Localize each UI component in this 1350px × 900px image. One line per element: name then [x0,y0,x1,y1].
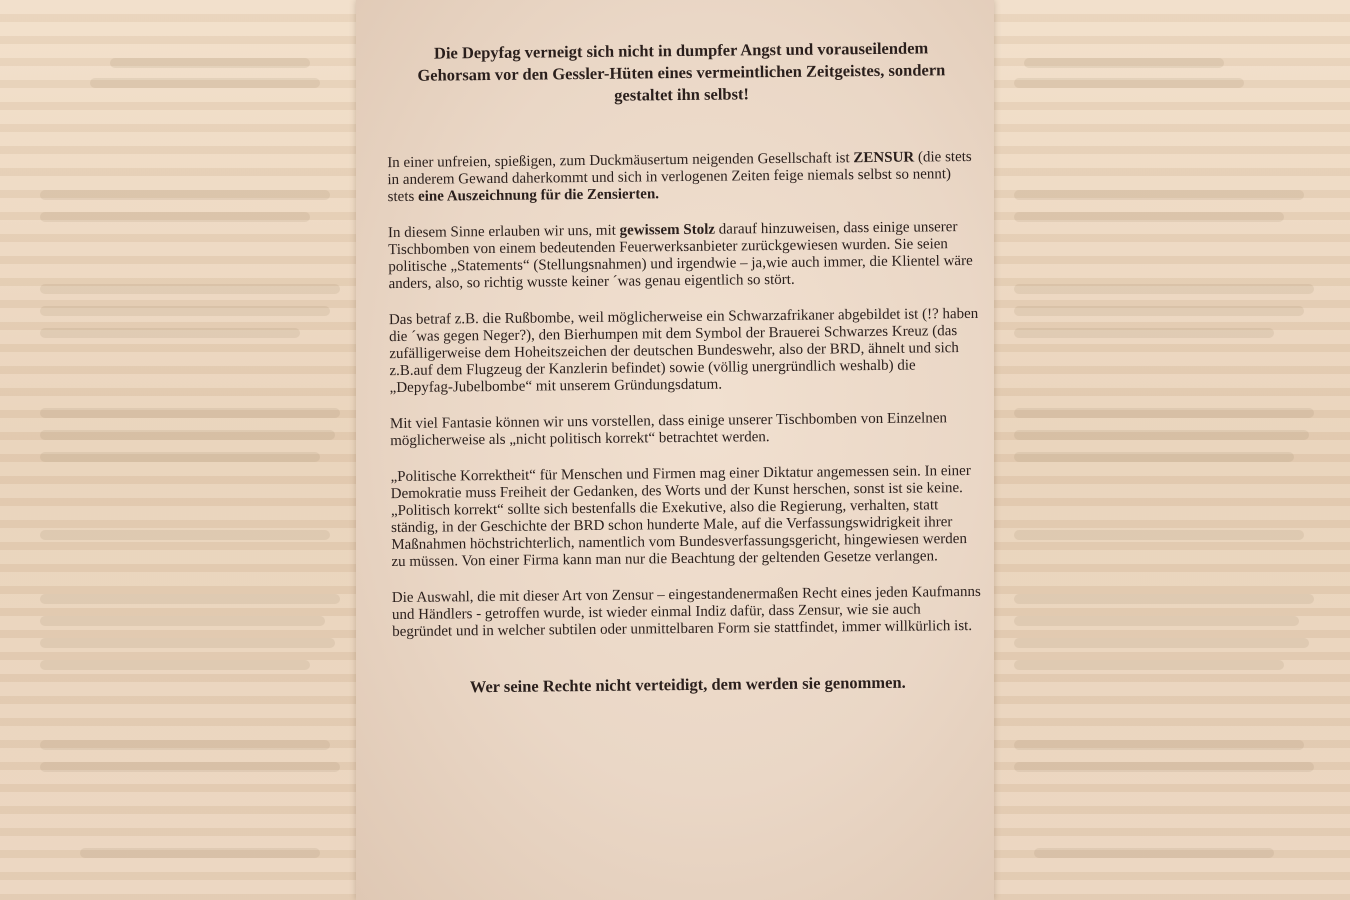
closing-statement: Wer seine Rechte nicht verteidigt, dem werden sie genommen. [469,672,906,697]
paragraph-stolz-text-a: In diesem Sinne erlauben wir uns, mit [387,222,620,242]
paragraph-korrektheit-text-b: „Politisch korrekt“ sollte sich bestenfalls die Exekutive, also die Regierung, verhalten, statt ständig, in der Geschichte der BRD schon hunderte Male, auf die Verfassungswidrigkeit ihrer Maßnahmen höchstrichterlich, namentlich vom Bundesverfassungsgericht, hingewiesen werden zu müssen. Von einer Firma kann man nur die Beachtung der geltenden Gesetze verlangen. [390,497,967,571]
stolz-emphasis: gewissem Stolz [619,221,716,239]
paragraph-stolz [388,219,979,293]
paragraph-zensur-text-d: stets [387,188,419,206]
blurred-background-left [0,0,356,900]
paragraph-examples: Das betraf z.B. die Rußbombe, weil möglicherweise ein Schwarzafrikaner abgebildet ist (!? haben die ´was gegen Neger?), den Bierhumpen mit dem Symbol der Brauerei Schwarzes Kreuz (das zufälligerweise dem Hoheitszeichen der deutschen Bundeswehr, also der BRD, ähnelt und sich z.B.auf dem Flugzeug der Kanzlerin befindet) sowie (völlig unergründlich weshalb) die „Depyfag-Jubelbombe“ mit unserem Gründungsdatum. [388,305,979,397]
document-content [386,37,983,699]
zensur-emphasis: ZENSUR [853,149,915,167]
paragraph-fantasie: Mit viel Fantasie können wir uns vorstellen, dass einige unserer Tischbomben von Einzelnen möglicherweise als „nicht politisch korrekt“ betrachtet werden. [389,410,948,450]
paragraph-zensur [387,149,978,206]
paragraph-auswahl: Die Auswahl, die mit dieser Art von Zensur – eingestandenermaßen Recht eines jeden Kaufmanns und Händlers - getroffen wurde, ist wieder einmal Indiz dafür, dass Zensur, wie sie auch begründet und in welcher subtilen oder unmittelbaren Form sie stattfindet, immer willkürlich ist. [391,583,981,641]
document-page [356,0,994,900]
blurred-background-right [994,0,1350,900]
paragraph-korrektheit [390,463,981,571]
paragraph-korrektheit-text-a: „Politische Korrektheit“ für Menschen und Firmen mag einer Diktatur angemessen sein. In einer Demokratie muss Freiheit der Gedanken, des Worts und der Kunst herschen, sonst ist sie keine. [390,462,971,503]
paragraph-zensur-text-c: (die stets in anderem Gewand daherkommt und sich in verlogenen Zeiten feige niemals selbst so nennt) [387,148,972,189]
paragraph-stolz-text-c: darauf hinzuweisen, dass einige unserer Tischbomben von einem bedeutenden Feuerwerksanbieter zurückgewiesen wurden. Sie seien politische „Statements“ (Stellungsnahmen) und irgendwie – ja,wie auch immer, die Klientel wäre anders, also, so richtig wusste keiner ´was genau eigentlich so stört. [388,219,973,293]
auszeichnung-emphasis: eine Auszeichnung für die Zensierten. [417,186,660,205]
document-heading: Die Depyfag verneigt sich nicht in dumpfer Angst und vorauseilendem Gehorsam vor den Gessler-Hüten eines vermeintlichen Zeitgeistes, sondern gestaltet ihn selbst! [417,38,946,105]
paragraph-zensur-text-a: In einer unfreien, spießigen, zum Duckmäusertum neigenden Gesellschaft ist [387,150,854,172]
